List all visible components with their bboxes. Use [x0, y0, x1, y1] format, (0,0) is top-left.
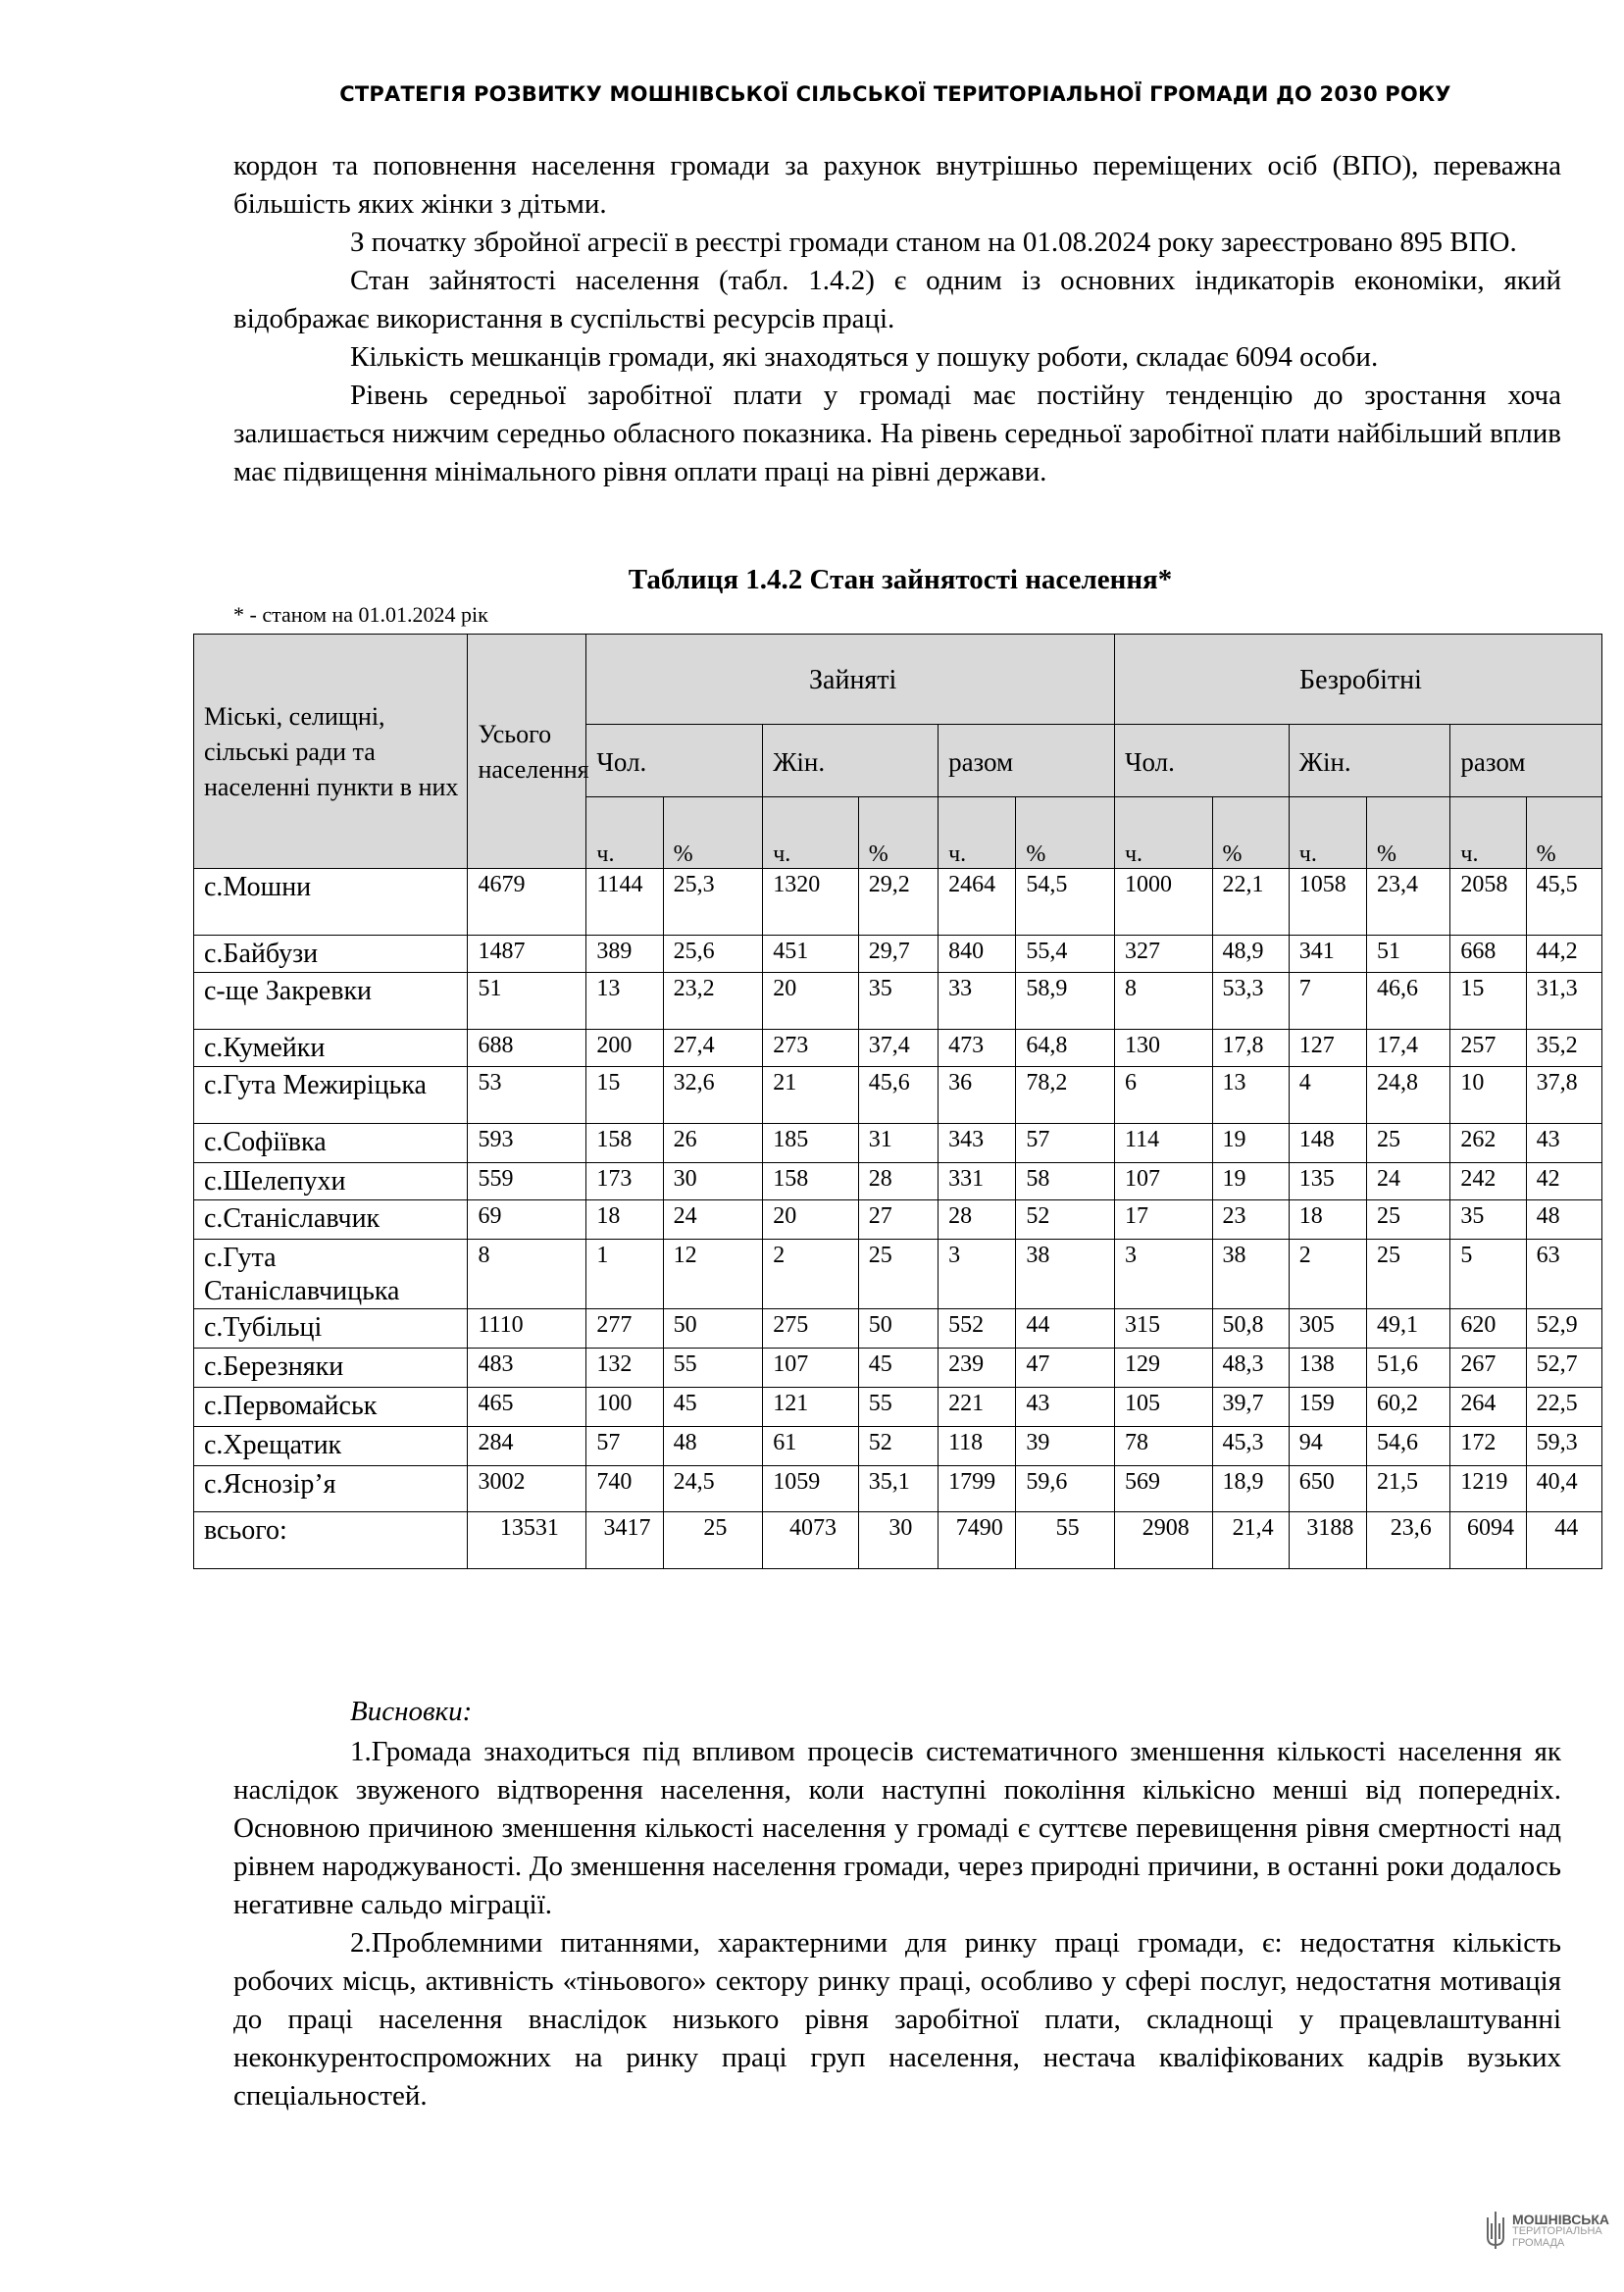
- cell-percent: 38: [1016, 1240, 1115, 1309]
- cell-percent: 29,7: [858, 936, 938, 973]
- cell-percent: 58,9: [1016, 973, 1115, 1030]
- cell-total: 3002: [468, 1466, 586, 1512]
- cell-percent: 78,2: [1016, 1067, 1115, 1124]
- conclusions-title: Висновки:: [350, 1696, 473, 1727]
- unit-percent: %: [1526, 797, 1601, 869]
- cell-persons: 264: [1450, 1388, 1526, 1427]
- cell-percent: 25: [858, 1240, 938, 1309]
- cell-persons: 262: [1450, 1124, 1526, 1163]
- cell-percent: 39,7: [1212, 1388, 1289, 1427]
- unit-percent: %: [858, 797, 938, 869]
- cell-percent: 30: [858, 1512, 938, 1569]
- cell-persons: 552: [939, 1309, 1016, 1349]
- intro-paragraph-3: Стан зайнятості населення (табл. 1.4.2) є одним із основних індикаторів економіки, який відображає використання в суспільстві ресурсів праці.: [233, 265, 1561, 334]
- cell-persons: 239: [939, 1349, 1016, 1388]
- cell-percent: 49,1: [1367, 1309, 1450, 1349]
- cell-persons: 185: [763, 1124, 859, 1163]
- cell-persons: 135: [1289, 1163, 1366, 1200]
- unit-persons: ч.: [939, 797, 1016, 869]
- cell-persons: 242: [1450, 1163, 1526, 1200]
- cell-persons: 78: [1114, 1427, 1212, 1466]
- cell-persons: 3: [939, 1240, 1016, 1309]
- cell-percent: 48: [1526, 1200, 1601, 1240]
- cell-persons: 257: [1450, 1030, 1526, 1067]
- cell-percent: 55,4: [1016, 936, 1115, 973]
- cell-persons: 127: [1289, 1030, 1366, 1067]
- cell-persons: 17: [1114, 1200, 1212, 1240]
- logo-line-3: ГРОМАДА: [1512, 2237, 1565, 2249]
- cell-percent: 50: [858, 1309, 938, 1349]
- cell-persons: 20: [763, 1200, 859, 1240]
- table-note: * - станом на 01.01.2024 рік: [233, 602, 488, 627]
- cell-persons: 4: [1289, 1067, 1366, 1124]
- cell-persons: 105: [1114, 1388, 1212, 1427]
- cell-persons: 5: [1450, 1240, 1526, 1309]
- table-row: [194, 1200, 1602, 1240]
- cell-total: 593: [468, 1124, 586, 1163]
- cell-persons: 15: [586, 1067, 663, 1124]
- cell-percent: 59,6: [1016, 1466, 1115, 1512]
- cell-persons: 172: [1450, 1427, 1526, 1466]
- cell-percent: 22,1: [1212, 869, 1289, 936]
- cell-persons: 315: [1114, 1309, 1212, 1349]
- cell-total: 4679: [468, 869, 586, 936]
- table-row: [194, 1163, 1602, 1200]
- table-total-row: [194, 1512, 1602, 1569]
- header-unemployed: Безробітні: [1114, 635, 1601, 725]
- cell-total: 688: [468, 1030, 586, 1067]
- cell-percent: 52: [1016, 1200, 1115, 1240]
- cell-persons: 267: [1450, 1349, 1526, 1388]
- cell-percent: 52: [858, 1427, 938, 1466]
- cell-total: 8: [468, 1240, 586, 1309]
- cell-percent: 31,3: [1526, 973, 1601, 1030]
- cell-persons: 1058: [1289, 869, 1366, 936]
- cell-percent: 48: [663, 1427, 763, 1466]
- cell-persons: 173: [586, 1163, 663, 1200]
- cell-persons: 275: [763, 1309, 859, 1349]
- cell-persons: 8: [1114, 973, 1212, 1030]
- cell-persons: 1059: [763, 1466, 859, 1512]
- cell-percent: 45,3: [1212, 1427, 1289, 1466]
- cell-persons: 221: [939, 1388, 1016, 1427]
- cell-persons: 36: [939, 1067, 1016, 1124]
- intro-paragraph-4: Кількість мешканців громади, які знаходяться у пошуку роботи, складає 6094 особи.: [350, 341, 1379, 373]
- cell-persons: 331: [939, 1163, 1016, 1200]
- cell-percent: 60,2: [1367, 1388, 1450, 1427]
- table-row: [194, 936, 1602, 973]
- header-place: Міські, селищні, сільські ради та населенні пункти в них: [194, 635, 468, 869]
- logo-line-1: МОШНІВСЬКА: [1512, 2212, 1610, 2227]
- cell-percent: 64,8: [1016, 1030, 1115, 1067]
- table-row: [194, 1067, 1602, 1124]
- cell-percent: 58: [1016, 1163, 1115, 1200]
- cell-percent: 45: [663, 1388, 763, 1427]
- cell-place: с.Первомайськ: [194, 1388, 468, 1427]
- cell-persons: 18: [586, 1200, 663, 1240]
- cell-persons: 132: [586, 1349, 663, 1388]
- cell-percent: 40,4: [1526, 1466, 1601, 1512]
- cell-percent: 37,4: [858, 1030, 938, 1067]
- cell-percent: 45,5: [1526, 869, 1601, 936]
- cell-persons: 7490: [939, 1512, 1016, 1569]
- cell-percent: 22,5: [1526, 1388, 1601, 1427]
- cell-percent: 17,8: [1212, 1030, 1289, 1067]
- cell-percent: 52,7: [1526, 1349, 1601, 1388]
- cell-percent: 23,6: [1367, 1512, 1450, 1569]
- cell-persons: 33: [939, 973, 1016, 1030]
- cell-persons: 13: [586, 973, 663, 1030]
- cell-total: 1487: [468, 936, 586, 973]
- cell-persons: 389: [586, 936, 663, 973]
- table-row: [194, 1309, 1602, 1349]
- cell-place: с.Березняки: [194, 1349, 468, 1388]
- cell-percent: 27,4: [663, 1030, 763, 1067]
- cell-percent: 38: [1212, 1240, 1289, 1309]
- cell-persons: 668: [1450, 936, 1526, 973]
- cell-percent: 12: [663, 1240, 763, 1309]
- cell-place: с.Мошни: [194, 869, 468, 936]
- cell-percent: 55: [858, 1388, 938, 1427]
- trident-icon: [1485, 2210, 1506, 2253]
- header-unemployed-female: Жін.: [1289, 725, 1450, 797]
- cell-percent: 26: [663, 1124, 763, 1163]
- cell-percent: 25: [1367, 1240, 1450, 1309]
- cell-percent: 28: [858, 1163, 938, 1200]
- cell-percent: 45,6: [858, 1067, 938, 1124]
- logo-line-2: ТЕРИТОРІАЛЬНА: [1512, 2225, 1602, 2237]
- cell-place: всього:: [194, 1512, 468, 1569]
- cell-percent: 54,6: [1367, 1427, 1450, 1466]
- cell-percent: 39: [1016, 1427, 1115, 1466]
- cell-percent: 43: [1016, 1388, 1115, 1427]
- cell-percent: 25,3: [663, 869, 763, 936]
- cell-percent: 44,2: [1526, 936, 1601, 973]
- cell-persons: 7: [1289, 973, 1366, 1030]
- cell-persons: 100: [586, 1388, 663, 1427]
- table-row: [194, 1427, 1602, 1466]
- cell-percent: 43: [1526, 1124, 1601, 1163]
- employment-table: [193, 634, 1602, 1569]
- cell-persons: 107: [1114, 1163, 1212, 1200]
- intro-text: [233, 147, 1561, 491]
- header-total: Усього населення: [468, 635, 586, 869]
- cell-percent: 50,8: [1212, 1309, 1289, 1349]
- unit-persons: ч.: [1289, 797, 1366, 869]
- cell-place: с.Гута Станіславчицька: [194, 1240, 468, 1309]
- cell-persons: 1144: [586, 869, 663, 936]
- cell-percent: 24: [663, 1200, 763, 1240]
- cell-persons: 451: [763, 936, 859, 973]
- unit-percent: %: [1367, 797, 1450, 869]
- cell-place: с.Хрещатик: [194, 1427, 468, 1466]
- cell-persons: 1219: [1450, 1466, 1526, 1512]
- cell-persons: 740: [586, 1466, 663, 1512]
- cell-percent: 48,3: [1212, 1349, 1289, 1388]
- cell-percent: 55: [1016, 1512, 1115, 1569]
- cell-persons: 2464: [939, 869, 1016, 936]
- cell-place: с.Шелепухи: [194, 1163, 468, 1200]
- unit-percent: %: [663, 797, 763, 869]
- cell-persons: 3: [1114, 1240, 1212, 1309]
- cell-place: с-ще Закревки: [194, 973, 468, 1030]
- table-row: [194, 973, 1602, 1030]
- cell-total: 559: [468, 1163, 586, 1200]
- community-logo: [1485, 2210, 1609, 2253]
- cell-persons: 20: [763, 973, 859, 1030]
- cell-place: с.Станіславчик: [194, 1200, 468, 1240]
- table-row: [194, 1124, 1602, 1163]
- cell-percent: 18,9: [1212, 1466, 1289, 1512]
- cell-persons: 343: [939, 1124, 1016, 1163]
- cell-persons: 4073: [763, 1512, 859, 1569]
- cell-percent: 23: [1212, 1200, 1289, 1240]
- cell-percent: 31: [858, 1124, 938, 1163]
- cell-persons: 114: [1114, 1124, 1212, 1163]
- cell-persons: 118: [939, 1427, 1016, 1466]
- conclusions: [233, 1693, 1561, 2115]
- cell-persons: 327: [1114, 936, 1212, 973]
- header-employed-sum: разом: [939, 725, 1115, 797]
- cell-persons: 2908: [1114, 1512, 1212, 1569]
- cell-percent: 25: [1367, 1124, 1450, 1163]
- cell-percent: 48,9: [1212, 936, 1289, 973]
- header-unemployed-sum: разом: [1450, 725, 1602, 797]
- cell-persons: 129: [1114, 1349, 1212, 1388]
- cell-percent: 55: [663, 1349, 763, 1388]
- cell-percent: 19: [1212, 1124, 1289, 1163]
- cell-persons: 2058: [1450, 869, 1526, 936]
- cell-percent: 17,4: [1367, 1030, 1450, 1067]
- table-row: [194, 1030, 1602, 1067]
- cell-persons: 61: [763, 1427, 859, 1466]
- cell-persons: 158: [586, 1124, 663, 1163]
- unit-percent: %: [1212, 797, 1289, 869]
- cell-persons: 130: [1114, 1030, 1212, 1067]
- cell-persons: 3188: [1289, 1512, 1366, 1569]
- cell-total: 53: [468, 1067, 586, 1124]
- cell-total: 284: [468, 1427, 586, 1466]
- cell-persons: 94: [1289, 1427, 1366, 1466]
- intro-paragraph-2: З початку збройної агресії в реєстрі громади станом на 01.08.2024 року зареєстровано 895 ВПО.: [350, 227, 1517, 258]
- cell-percent: 27: [858, 1200, 938, 1240]
- table-row: [194, 1240, 1602, 1309]
- cell-percent: 29,2: [858, 869, 938, 936]
- header-employed: Зайняті: [586, 635, 1115, 725]
- cell-persons: 57: [586, 1427, 663, 1466]
- cell-percent: 35,1: [858, 1466, 938, 1512]
- cell-persons: 148: [1289, 1124, 1366, 1163]
- cell-percent: 45: [858, 1349, 938, 1388]
- cell-total: 465: [468, 1388, 586, 1427]
- cell-persons: 273: [763, 1030, 859, 1067]
- cell-percent: 50: [663, 1309, 763, 1349]
- cell-total: 51: [468, 973, 586, 1030]
- table-title: Таблиця 1.4.2 Стан зайнятості населення*: [628, 564, 1173, 595]
- cell-percent: 23,2: [663, 973, 763, 1030]
- cell-persons: 138: [1289, 1349, 1366, 1388]
- cell-percent: 47: [1016, 1349, 1115, 1388]
- table-row: [194, 869, 1602, 936]
- header-employed-female: Жін.: [763, 725, 939, 797]
- cell-persons: 200: [586, 1030, 663, 1067]
- cell-percent: 63: [1526, 1240, 1601, 1309]
- cell-percent: 24,5: [663, 1466, 763, 1512]
- cell-persons: 650: [1289, 1466, 1366, 1512]
- cell-persons: 35: [1450, 1200, 1526, 1240]
- cell-place: с.Байбузи: [194, 936, 468, 973]
- table-row: [194, 1388, 1602, 1427]
- intro-paragraph-5: Рівень середньої заробітної плати у громаді має постійну тенденцію до зростання хоча залишається нижчим середньо обласного показника. На рівень середньої заробітної плати найбільший вплив має підвищення мінімального рівня оплати праці на рівні держави.: [233, 380, 1561, 487]
- cell-persons: 305: [1289, 1309, 1366, 1349]
- cell-persons: 159: [1289, 1388, 1366, 1427]
- cell-percent: 35: [858, 973, 938, 1030]
- cell-percent: 35,2: [1526, 1030, 1601, 1067]
- cell-percent: 13: [1212, 1067, 1289, 1124]
- document-header: СТРАТЕГІЯ РОЗВИТКУ МОШНІВСЬКОЇ СІЛЬСЬКОЇ ТЕРИТОРІАЛЬНОЇ ГРОМАДИ ДО 2030 РОКУ: [339, 82, 1451, 106]
- cell-persons: 158: [763, 1163, 859, 1200]
- header-unemployed-male: Чол.: [1114, 725, 1289, 797]
- cell-persons: 2: [763, 1240, 859, 1309]
- cell-persons: 840: [939, 936, 1016, 973]
- cell-total: 69: [468, 1200, 586, 1240]
- cell-persons: 6094: [1450, 1512, 1526, 1569]
- cell-persons: 1: [586, 1240, 663, 1309]
- cell-persons: 620: [1450, 1309, 1526, 1349]
- cell-persons: 341: [1289, 936, 1366, 973]
- cell-percent: 46,6: [1367, 973, 1450, 1030]
- cell-place: с.Яснозір’я: [194, 1466, 468, 1512]
- cell-persons: 1000: [1114, 869, 1212, 936]
- cell-persons: 18: [1289, 1200, 1366, 1240]
- cell-percent: 51: [1367, 936, 1450, 973]
- cell-persons: 1799: [939, 1466, 1016, 1512]
- cell-percent: 21,4: [1212, 1512, 1289, 1569]
- cell-percent: 25,6: [663, 936, 763, 973]
- unit-persons: ч.: [1114, 797, 1212, 869]
- cell-percent: 54,5: [1016, 869, 1115, 936]
- cell-persons: 6: [1114, 1067, 1212, 1124]
- cell-percent: 25: [1367, 1200, 1450, 1240]
- cell-persons: 3417: [586, 1512, 663, 1569]
- cell-percent: 42: [1526, 1163, 1601, 1200]
- cell-persons: 15: [1450, 973, 1526, 1030]
- cell-percent: 21,5: [1367, 1466, 1450, 1512]
- cell-percent: 52,9: [1526, 1309, 1601, 1349]
- conclusion-2: 2.Проблемними питаннями, характерними для ринку праці громади, є: недостатня кількість робочих місць, активність «тіньового» сектору ринку праці, особливо у сфері послуг, недостатня мотивація до праці населення внаслідок низького рівня заробітної плати, складнощі у працевлаштуванні неконкурентоспроможних на ринку праці груп населення, нестача кваліфікованих кадрів вузьких спеціальностей.: [233, 1927, 1561, 2112]
- cell-percent: 37,8: [1526, 1067, 1601, 1124]
- cell-persons: 2: [1289, 1240, 1366, 1309]
- intro-paragraph-1: кордон та поповнення населення громади за рахунок внутрішньо переміщених осіб (ВПО), переважна більшість яких жінки з дітьми.: [233, 150, 1561, 220]
- header-employed-male: Чол.: [586, 725, 763, 797]
- cell-place: с.Софіївка: [194, 1124, 468, 1163]
- cell-percent: 53,3: [1212, 973, 1289, 1030]
- cell-total: 13531: [468, 1512, 586, 1569]
- cell-percent: 51,6: [1367, 1349, 1450, 1388]
- cell-place: с.Тубільці: [194, 1309, 468, 1349]
- conclusion-1: 1.Громада знаходиться під впливом процесів систематичного зменшення кількості населення як наслідок звуженого відтворення населення, коли наступні покоління кількісно менші від попередніх. Основною причиною зменшення кількості населення у громаді є суттєве перевищення рівня смертності над рівнем народжуваності. До зменшення населення громади, через природні причини, в останні роки додалось негативне сальдо міграції.: [233, 1736, 1561, 1920]
- cell-persons: 21: [763, 1067, 859, 1124]
- cell-persons: 1320: [763, 869, 859, 936]
- cell-total: 1110: [468, 1309, 586, 1349]
- table-body: [194, 869, 1602, 1569]
- unit-percent: %: [1016, 797, 1115, 869]
- cell-place: с.Гута Межиріцька: [194, 1067, 468, 1124]
- cell-persons: 10: [1450, 1067, 1526, 1124]
- cell-percent: 23,4: [1367, 869, 1450, 936]
- unit-persons: ч.: [763, 797, 859, 869]
- cell-persons: 28: [939, 1200, 1016, 1240]
- cell-percent: 57: [1016, 1124, 1115, 1163]
- unit-persons: ч.: [1450, 797, 1526, 869]
- cell-place: с.Кумейки: [194, 1030, 468, 1067]
- cell-percent: 44: [1526, 1512, 1601, 1569]
- cell-percent: 24: [1367, 1163, 1450, 1200]
- cell-percent: 24,8: [1367, 1067, 1450, 1124]
- cell-percent: 19: [1212, 1163, 1289, 1200]
- cell-percent: 25: [663, 1512, 763, 1569]
- cell-percent: 30: [663, 1163, 763, 1200]
- cell-persons: 121: [763, 1388, 859, 1427]
- cell-total: 483: [468, 1349, 586, 1388]
- cell-persons: 107: [763, 1349, 859, 1388]
- cell-percent: 59,3: [1526, 1427, 1601, 1466]
- cell-percent: 44: [1016, 1309, 1115, 1349]
- cell-percent: 32,6: [663, 1067, 763, 1124]
- cell-persons: 277: [586, 1309, 663, 1349]
- unit-persons: ч.: [586, 797, 663, 869]
- cell-persons: 569: [1114, 1466, 1212, 1512]
- cell-persons: 473: [939, 1030, 1016, 1067]
- table-row: [194, 1349, 1602, 1388]
- table-row: [194, 1466, 1602, 1512]
